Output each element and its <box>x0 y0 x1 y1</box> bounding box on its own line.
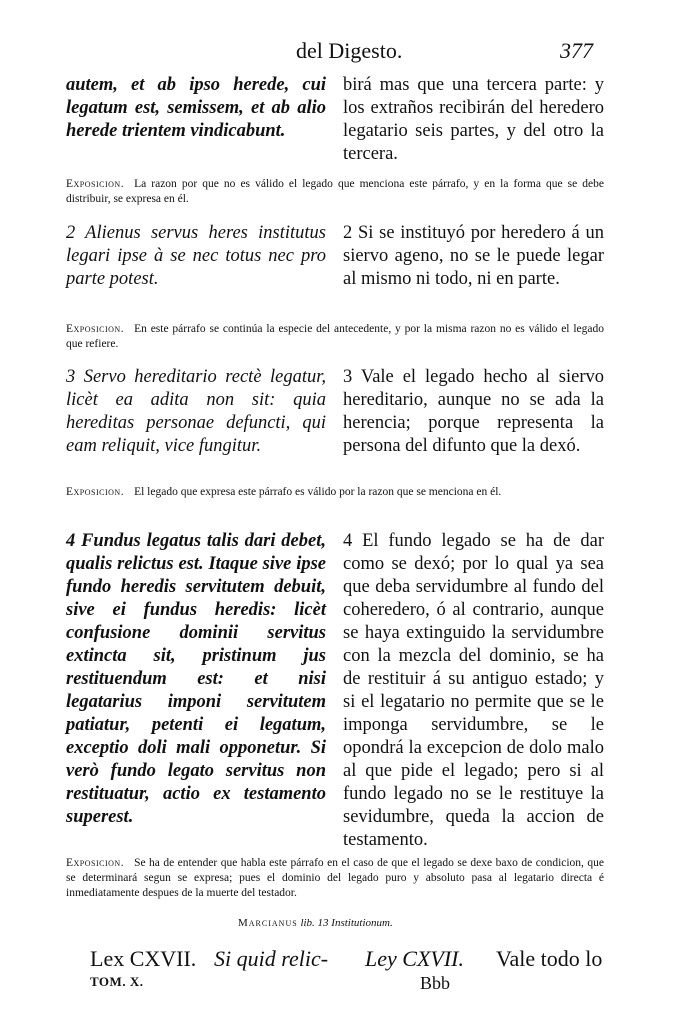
exposicion-label: Exposicion. <box>66 857 125 869</box>
exposicion-label: Exposicion. <box>66 178 125 190</box>
spanish-column <box>343 74 604 166</box>
volume-mark: TOM. X. <box>90 974 144 989</box>
spanish-text: birá mas que una tercera parte: y los extraños recibirán del heredero legatario seis partes, y del otro la tercera. <box>343 75 604 164</box>
paragraph-continuation <box>66 74 604 170</box>
exposicion-text: El legado que expresa este párrafo es válido por la razon que se menciona en él. <box>134 486 502 498</box>
spanish-column <box>343 222 604 291</box>
exposicion-note <box>66 177 604 207</box>
ley-heading: Ley CXVII. <box>365 946 464 971</box>
spanish-text: 4 El fundo legado se ha de dar como se dexó; por lo qual ya sea que deba servidumbre al fundo del coheredero, ó al contrario, aunque se haya extinguido la servidumbre con la mezcla del dominio, se ha de restituir á su antiguo estado; y si el legatario no permite que se le imponga servidumbre, se le opondrá la excepcion de dolo malo al que pide el legado; pero si al fundo legado no se le restituye la sevidumbre, queda la accion de testamento. <box>343 531 604 850</box>
latin-column <box>66 366 326 458</box>
source-author: Marcianus <box>238 917 298 929</box>
lex-heading: Lex CXVII. <box>90 946 197 971</box>
latin-column <box>66 530 326 829</box>
paragraph-4 <box>66 530 604 848</box>
spanish-text: 2 Si se instituyó por heredero á un siervo ageno, no se le puede legar al mismo ni todo, ni en parte. <box>343 223 604 289</box>
page-number: 377 <box>560 38 593 63</box>
source-attribution <box>238 917 393 929</box>
paragraph-3 <box>66 366 604 478</box>
exposicion-text: La razon por que no es válido el legado que menciona este párrafo, y en la forma que se debe distribuir, se expresa en él. <box>66 178 604 205</box>
lex-incipit: Si quid relic- <box>214 946 329 971</box>
latin-text: autem, et ab ipso herede, cui legatum est, semissem, et ab alio herede trientem vindicabunt. <box>66 75 326 141</box>
spanish-text: 3 Vale el legado hecho al siervo hereditario, aunque no se ada la herencia; porque representa la persona del difunto que la dexó. <box>343 367 604 456</box>
spanish-column <box>343 366 604 458</box>
latin-text: 4 Fundus legatus talis dari debet, qualis relictus est. Itaque sive ipse fundo heredis servitutem debuit, sive ei fundus heredis: licèt confusione dominii servitus extincta sit, pristinum jus restituendum est: et nisi legatarius imponi servitutem patiatur, petenti ei legatum, exceptio doli mali opponetur. Si verò fundo legato servitus non restituatur, actio ex testamento superest. <box>66 531 326 827</box>
exposicion-text: En este párrafo se continúa la especie del antecedente, y por la misma razon no es válido el legado que refiere. <box>66 323 604 350</box>
ley-incipit: Vale todo lo <box>496 946 603 971</box>
signature-mark: Bbb <box>420 973 451 993</box>
exposicion-label: Exposicion. <box>66 323 125 335</box>
running-head <box>0 38 682 68</box>
exposicion-note <box>66 485 604 500</box>
latin-column <box>66 74 326 143</box>
running-title: del Digesto. <box>296 38 403 63</box>
exposicion-note <box>66 322 604 352</box>
exposicion-note <box>66 856 604 901</box>
page-footer <box>0 946 682 1016</box>
latin-column <box>66 222 326 291</box>
spanish-column <box>343 530 604 852</box>
exposicion-label: Exposicion. <box>66 486 125 498</box>
latin-text: 2 Alienus servus heres institutus legari ipse à se nec totus nec pro parte potest. <box>66 223 326 289</box>
paragraph-2 <box>66 222 604 314</box>
source-work: lib. 13 Institutionum. <box>300 917 393 929</box>
exposicion-text: Se ha de entender que habla este párrafo en el caso de que el legado se dexe baxo de condicion, que se determinará segun se expresa; pues el dominio del legado puro y absoluto pasa al legatario directa é inmediatamente despues de la muerte del testador. <box>66 857 604 899</box>
latin-text: 3 Servo hereditario rectè legatur, licèt ea adita non sit: quia hereditas personae defuncti, qui eam reliquit, vice fungitur. <box>66 367 326 456</box>
